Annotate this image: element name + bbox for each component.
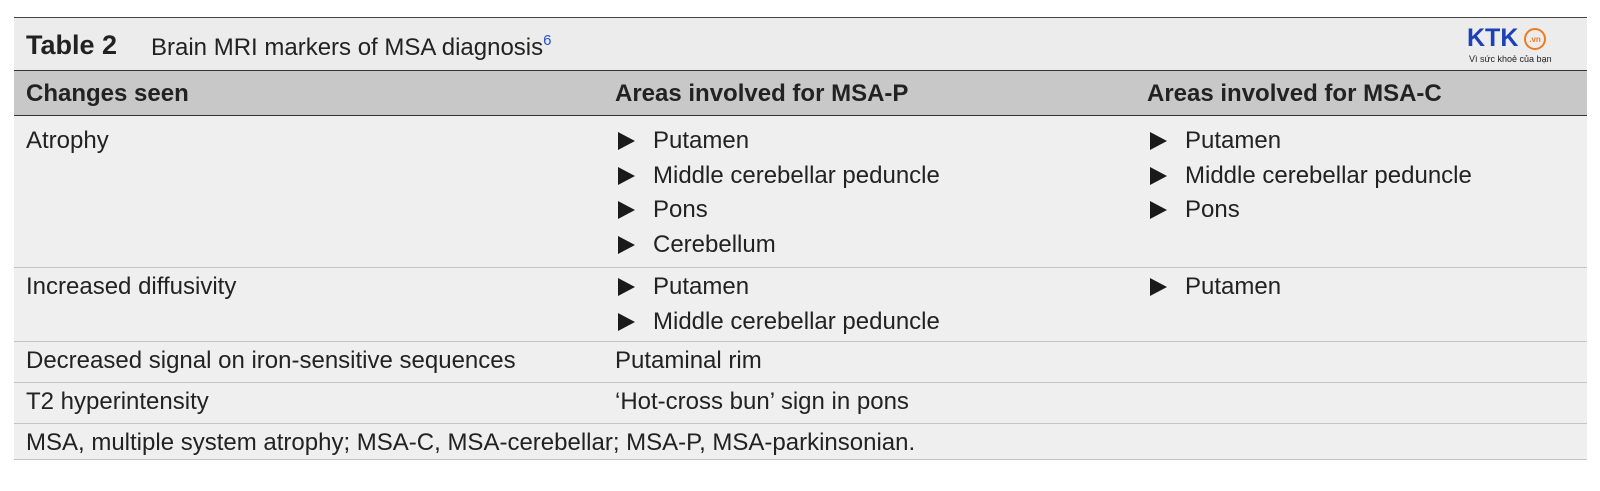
- list-item: [615, 305, 940, 340]
- msa-p-cell: [615, 124, 940, 262]
- table-row: [14, 383, 1587, 424]
- change-cell: Atrophy: [26, 127, 109, 154]
- right-triangle-icon: [618, 132, 635, 150]
- change-cell: T2 hyperintensity: [26, 388, 209, 415]
- reference-superscript[interactable]: 6: [543, 32, 552, 49]
- column-header-msa-p: Areas involved for MSA-P: [615, 80, 909, 107]
- table-row: [14, 342, 1587, 383]
- right-triangle-icon: [618, 278, 635, 296]
- list-item-text: Putamen: [1185, 273, 1282, 300]
- list-item: [1147, 193, 1472, 228]
- footnote-text: MSA, multiple system atrophy; MSA-C, MSA-cerebellar; MSA-P, MSA-parkinsonian.: [26, 429, 916, 456]
- list-item-text: Putamen: [653, 273, 750, 300]
- mri-markers-table: [14, 17, 1587, 460]
- right-triangle-icon: [1150, 201, 1167, 219]
- column-header-row: [14, 71, 1587, 116]
- list-item: [615, 124, 940, 159]
- list-item-text: Pons: [1185, 196, 1240, 223]
- msa-p-cell: ‘Hot-cross bun’ sign in pons: [615, 388, 909, 415]
- list-item: [1147, 124, 1472, 159]
- table-caption-text: Brain MRI markers of MSA diagnosis: [151, 34, 544, 61]
- table-label: Table 2: [26, 30, 118, 60]
- column-header-msa-c: Areas involved for MSA-C: [1147, 80, 1442, 107]
- right-triangle-icon: [618, 313, 635, 331]
- logo-tagline: Vì sức khoẻ của bạn: [1469, 54, 1552, 64]
- table-row: [14, 116, 1587, 268]
- table-title-bar: [14, 18, 1587, 71]
- table-row: [14, 268, 1587, 342]
- msa-p-cell: Putaminal rim: [615, 347, 762, 374]
- table-caption: [151, 32, 551, 62]
- right-triangle-icon: [1150, 167, 1167, 185]
- msa-c-cell: [1147, 270, 1281, 305]
- change-cell: Decreased signal on iron-sensitive sequences: [26, 347, 516, 374]
- list-item: [615, 228, 940, 263]
- list-item-text: Putamen: [653, 127, 750, 154]
- list-item-text: Putamen: [1185, 127, 1282, 154]
- column-header-changes: Changes seen: [26, 80, 189, 107]
- list-item: [615, 159, 940, 194]
- logo-wordmark: KTK: [1467, 24, 1519, 52]
- list-item: [1147, 270, 1281, 305]
- list-item-text: Pons: [653, 196, 708, 223]
- ktk-logo: [1467, 24, 1557, 66]
- msa-c-cell: [1147, 124, 1472, 228]
- right-triangle-icon: [618, 236, 635, 254]
- list-item-text: Cerebellum: [653, 230, 776, 258]
- right-triangle-icon: [1150, 278, 1167, 296]
- list-item-text: Middle cerebellar peduncle: [1185, 161, 1472, 189]
- right-triangle-icon: [1150, 132, 1167, 150]
- list-item: [1147, 159, 1472, 194]
- table-footnote: [14, 424, 1587, 460]
- list-item: [615, 193, 940, 228]
- logo-circle-icon: .vn: [1524, 28, 1546, 50]
- list-item-text: Middle cerebellar peduncle: [653, 161, 940, 189]
- list-item: [615, 270, 940, 305]
- msa-p-cell: [615, 270, 940, 339]
- right-triangle-icon: [618, 167, 635, 185]
- change-cell: Increased diffusivity: [26, 273, 237, 300]
- list-item-text: Middle cerebellar peduncle: [653, 307, 940, 335]
- right-triangle-icon: [618, 201, 635, 219]
